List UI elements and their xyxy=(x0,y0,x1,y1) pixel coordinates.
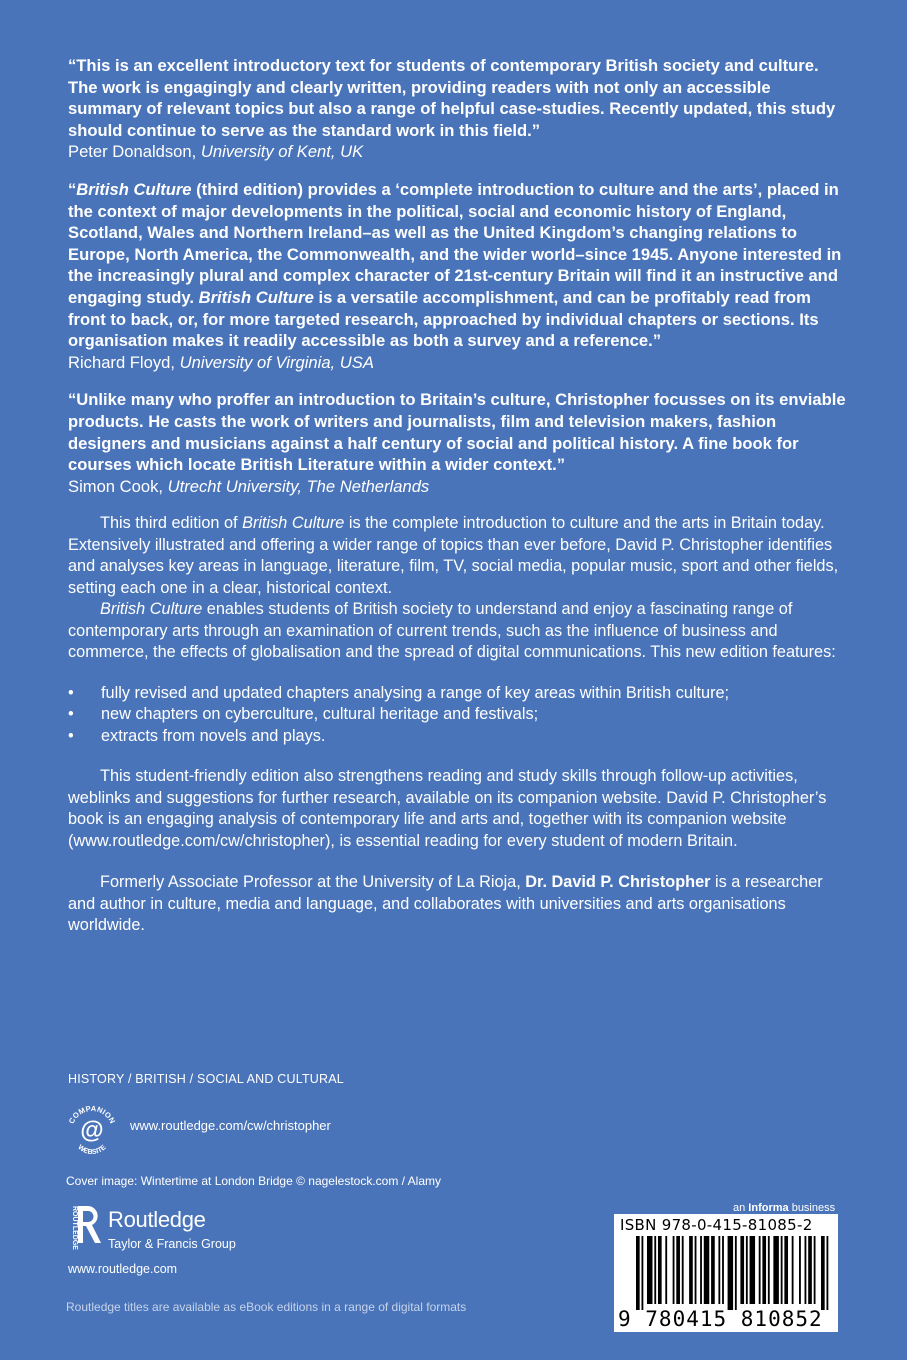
list-item: • fully revised and updated chapters analysing a range of key areas within British culture; xyxy=(68,683,848,705)
publisher-name: Routledge xyxy=(108,1207,206,1232)
description-paragraph: British Culture enables students of British society to understand and enjoy a fascinating range of contemporary arts through an examination of current trends, such as the influence of business and commerce, the effects of globalisation and the spread of digital communications. This new edition features: xyxy=(68,600,836,662)
barcode-bar xyxy=(814,1236,816,1304)
barcode-digits: 9 780415 810852 xyxy=(618,1307,823,1331)
ebook-note: Routledge titles are available as eBook editions in a range of digital formats xyxy=(66,1300,467,1314)
barcode-bar xyxy=(784,1236,788,1304)
barcode-bar xyxy=(647,1236,653,1304)
barcode-bar xyxy=(768,1236,770,1304)
svg-text:COMPANION: COMPANION xyxy=(66,1103,118,1126)
features-list xyxy=(68,683,848,748)
barcode-bar xyxy=(722,1236,724,1304)
informa-business: an Informa business xyxy=(733,1202,836,1214)
review-quote-3 xyxy=(68,389,848,497)
barcode-bar xyxy=(750,1236,756,1304)
review-quote-text: “This is an excellent introductory text for students of contemporary British society and culture. The work is engagingly and clearly written, providing readers with not only an accessible summary of relevant topics but also a range of helpful case-studies. Recently updated, this study should continue to serve as the standard work in this field.” xyxy=(68,56,836,140)
barcode-bar xyxy=(821,1236,825,1310)
barcode-bar xyxy=(711,1236,715,1304)
review-quote-text: “Unlike many who proffer an introduction to Britain’s culture, Christopher focusses on its enviable products. He casts the work of writers and journalists, film and television makers, fashion designers and musicians against a half century of social and political history. A fine book for courses which locate British Literature within a wider context.” xyxy=(68,390,846,475)
isbn-number: ISBN 978-0-415-81085-2 xyxy=(620,1216,813,1234)
review-author: Simon Cook, xyxy=(68,476,163,496)
barcode-bar xyxy=(827,1236,829,1310)
barcode-bar xyxy=(654,1236,656,1304)
list-item: • new chapters on cyberculture, cultural heritage and festivals; xyxy=(68,704,848,726)
barcode-bar xyxy=(773,1236,779,1304)
publisher-url[interactable]: www.routledge.com xyxy=(68,1262,178,1276)
svg-text:WEBSITE: WEBSITE xyxy=(76,1143,108,1157)
review-author: Peter Donaldson, xyxy=(68,142,197,162)
publisher-group: Taylor & Francis Group xyxy=(108,1237,236,1251)
subject-categories: HISTORY / BRITISH / SOCIAL AND CULTURAL xyxy=(68,1072,344,1086)
svg-text:@: @ xyxy=(80,1117,104,1144)
author-bio: Formerly Associate Professor at the University of La Rioja, Dr. David P. Christopher is a researcher and author in culture, media and language, and collaborates with universities and arts organisations worldwide. xyxy=(68,873,823,935)
description-paragraph: This third edition of British Culture is the complete introduction to culture and the arts in Britain today. Extensively illustrated and offering a wider range of topics than ever before, David P. Christopher identifies and analyses key areas in language, literature, film, TV, social media, popular music, sport and other fields, setting each one in a clear, historical context. xyxy=(68,514,839,597)
review-quote-2 xyxy=(68,179,848,373)
barcode-bar xyxy=(642,1236,644,1310)
barcode-bar xyxy=(805,1236,807,1304)
barcode-bar xyxy=(735,1236,737,1310)
barcode-bar xyxy=(718,1236,720,1304)
review-affiliation: University of Virginia, USA xyxy=(179,352,374,372)
barcode-bar xyxy=(673,1236,675,1304)
back-cover-text xyxy=(68,55,848,937)
review-affiliation: University of Kent, UK xyxy=(200,142,364,162)
barcode-bar xyxy=(682,1236,684,1304)
barcode-bar xyxy=(689,1236,693,1304)
barcode-bar xyxy=(746,1236,748,1304)
cover-image-credit: Cover image: Wintertime at London Bridge © nagelestock.com / Alamy xyxy=(66,1174,442,1188)
review-quote-1 xyxy=(68,55,848,163)
review-quote-text: “British Culture (third edition) provides a ‘complete introduction to culture and the arts’, placed in the context of major developments in the political, social and economic history of England, Scotland, Wales and Northern Ireland–as well as the United Kingdom’s changing relations to Europe, North America, the Commonwealth, and the wider world–since 1945. Anyone interested in the increasingly plural and complex character of 21st-century Britain will find it an instructive and engaging study. British Culture is a versatile accomplishment, and can be profitably read from front to back, or, for more targeted research, approached by individual chapters or sections. Its organisation makes it readily accessible as both a survey and a reference.” xyxy=(68,179,842,351)
barcode-bars xyxy=(636,1236,834,1310)
barcode-bar xyxy=(636,1236,640,1310)
book-description xyxy=(68,513,848,937)
svg-text:ROUTLEDGE: ROUTLEDGE xyxy=(71,1206,78,1250)
list-item: • extracts from novels and plays. xyxy=(68,726,848,748)
barcode-bar xyxy=(792,1236,794,1304)
companion-website-url[interactable]: www.routledge.com/cw/christopher xyxy=(130,1118,331,1133)
barcode-bar xyxy=(759,1236,761,1304)
barcode-bar xyxy=(676,1236,680,1304)
companion-website-icon xyxy=(62,1099,122,1159)
barcode-bar xyxy=(700,1236,702,1304)
barcode-bar xyxy=(704,1236,710,1304)
barcode-bar xyxy=(762,1236,766,1304)
isbn-barcode xyxy=(614,1214,838,1332)
barcode-bar xyxy=(658,1236,662,1304)
barcode-bar xyxy=(728,1236,734,1310)
review-affiliation: Utrecht University, The Netherlands xyxy=(167,476,430,496)
barcode-bar xyxy=(740,1236,744,1304)
description-paragraph: This student-friendly edition also strengthens reading and study skills through follow-up activities, weblinks and suggestions for further research, available on its companion website. David P. Christopher’s book is an engaging analysis of contemporary life and arts and, together with its companion website (www.routledge.com/cw/christopher), is essential reading for every student of modern Britain. xyxy=(68,767,827,850)
review-author: Richard Floyd, xyxy=(68,352,175,372)
barcode-bar xyxy=(695,1236,697,1304)
barcode-bar xyxy=(799,1236,801,1304)
barcode-bar xyxy=(665,1236,667,1304)
barcode-bar xyxy=(808,1236,812,1304)
barcode-bar xyxy=(781,1236,783,1304)
